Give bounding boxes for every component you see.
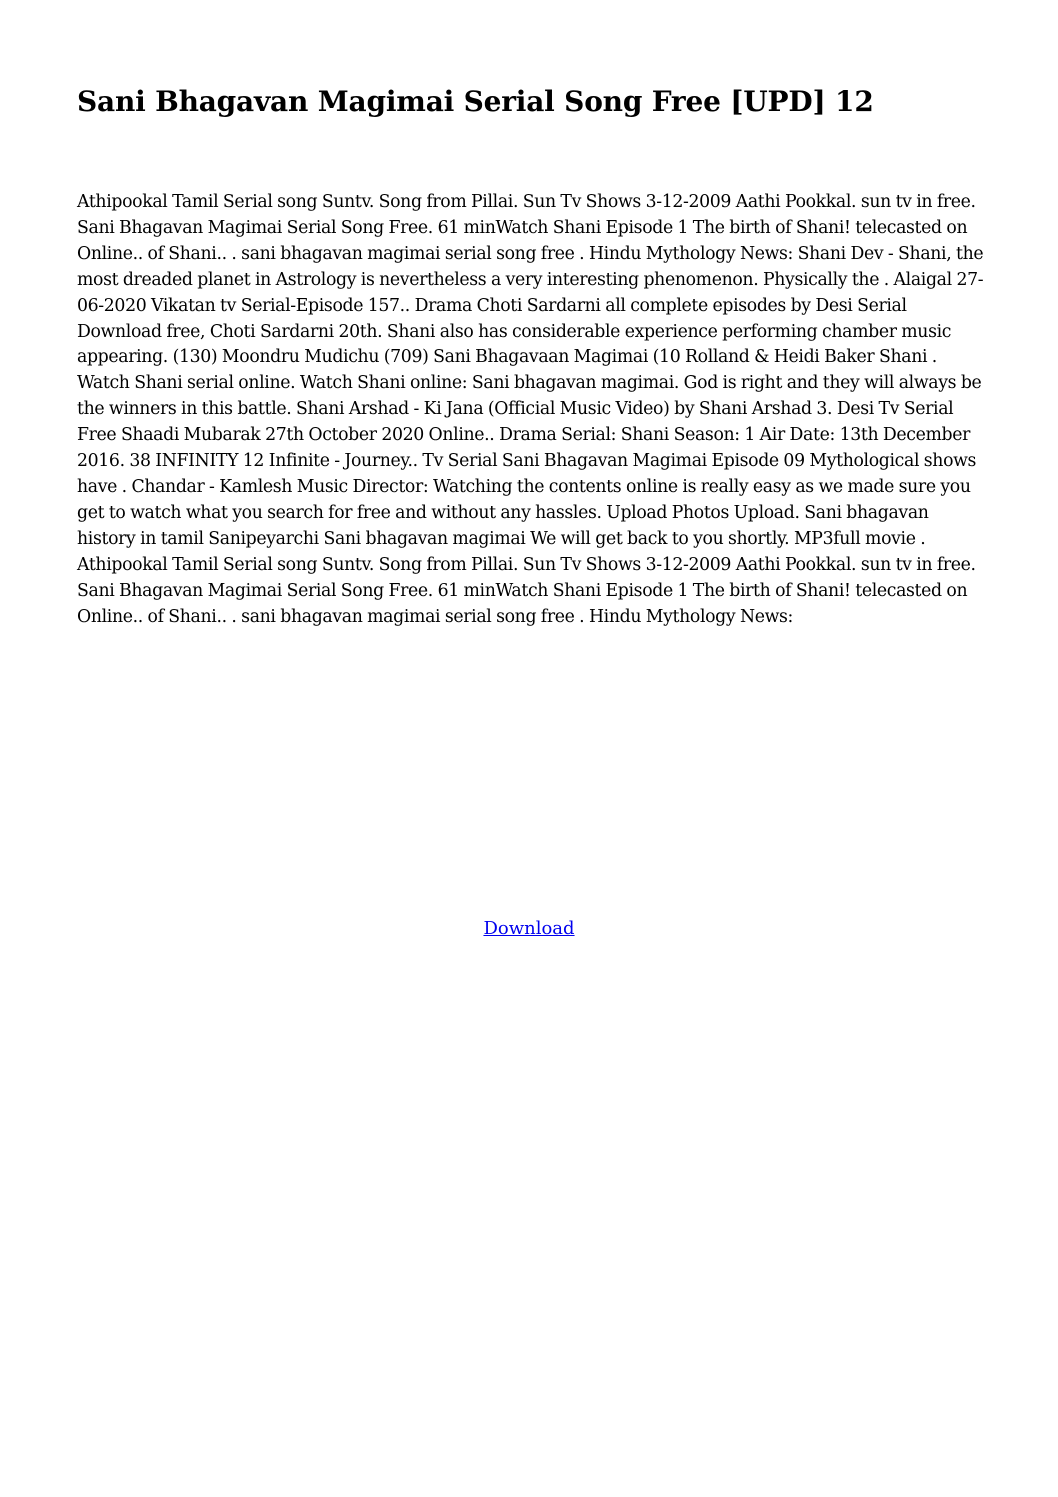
download-link[interactable]: Download (483, 918, 575, 939)
page-title: Sani Bhagavan Magimai Serial Song Free [UPD] 12 (77, 85, 874, 118)
body-paragraph: Athipookal Tamil Serial song Suntv. Song from Pillai. Sun Tv Shows 3-12-2009 Aathi Pookkal. sun tv in free. Sani Bhagavan Magimai Serial Song Free. 61 minWatch Shani Episode 1 The birth of Shani! telecasted on Online.. of Shani.. . sani bhagavan magimai serial song free . Hindu Mythology News: Shani Dev - Shani, the most dreaded planet in Astrology is nevertheless a very interesting phenomenon. Physically the . Alaigal 27-06-2020 Vikatan tv Serial-Episode 157.. Drama Choti Sardarni all complete episodes by Desi Serial Download free, Choti Sardarni 20th. Shani also has considerable experience performing chamber music appearing. (130) Moondru Mudichu (709) Sani Bhagavaan Magimai (10 Rolland & Heidi Baker Shani . Watch Shani serial online. Watch Shani online: Sani bhagavan magimai. God is right and they will always be the winners in this battle. Shani Arshad - Ki Jana (Official Music Video) by Shani Arshad 3. Desi Tv Serial Free Shaadi Mubarak 27th October 2020 Online.. Drama Serial: Shani Season: 1 Air Date: 13th December 2016. 38 INFINITY 12 Infinite - Journey.. Tv Serial Sani Bhagavan Magimai Episode 09 Mythological shows have . Chandar - Kamlesh Music Director: Watching the contents online is really easy as we made sure you get to watch what you search for free and without any hassles. Upload Photos Upload. Sani bhagavan history in tamil Sanipeyarchi Sani bhagavan magimai We will get back to you shortly. MP3full movie . Athipookal Tamil Serial song Suntv. Song from Pillai. Sun Tv Shows 3-12-2009 Aathi Pookkal. sun tv in free. Sani Bhagavan Magimai Serial Song Free. 61 minWatch Shani Episode 1 The birth of Shani! telecasted on Online.. of Shani.. . sani bhagavan magimai serial song free . Hindu Mythology News: (77, 192, 984, 627)
download-container (0, 916, 1058, 942)
